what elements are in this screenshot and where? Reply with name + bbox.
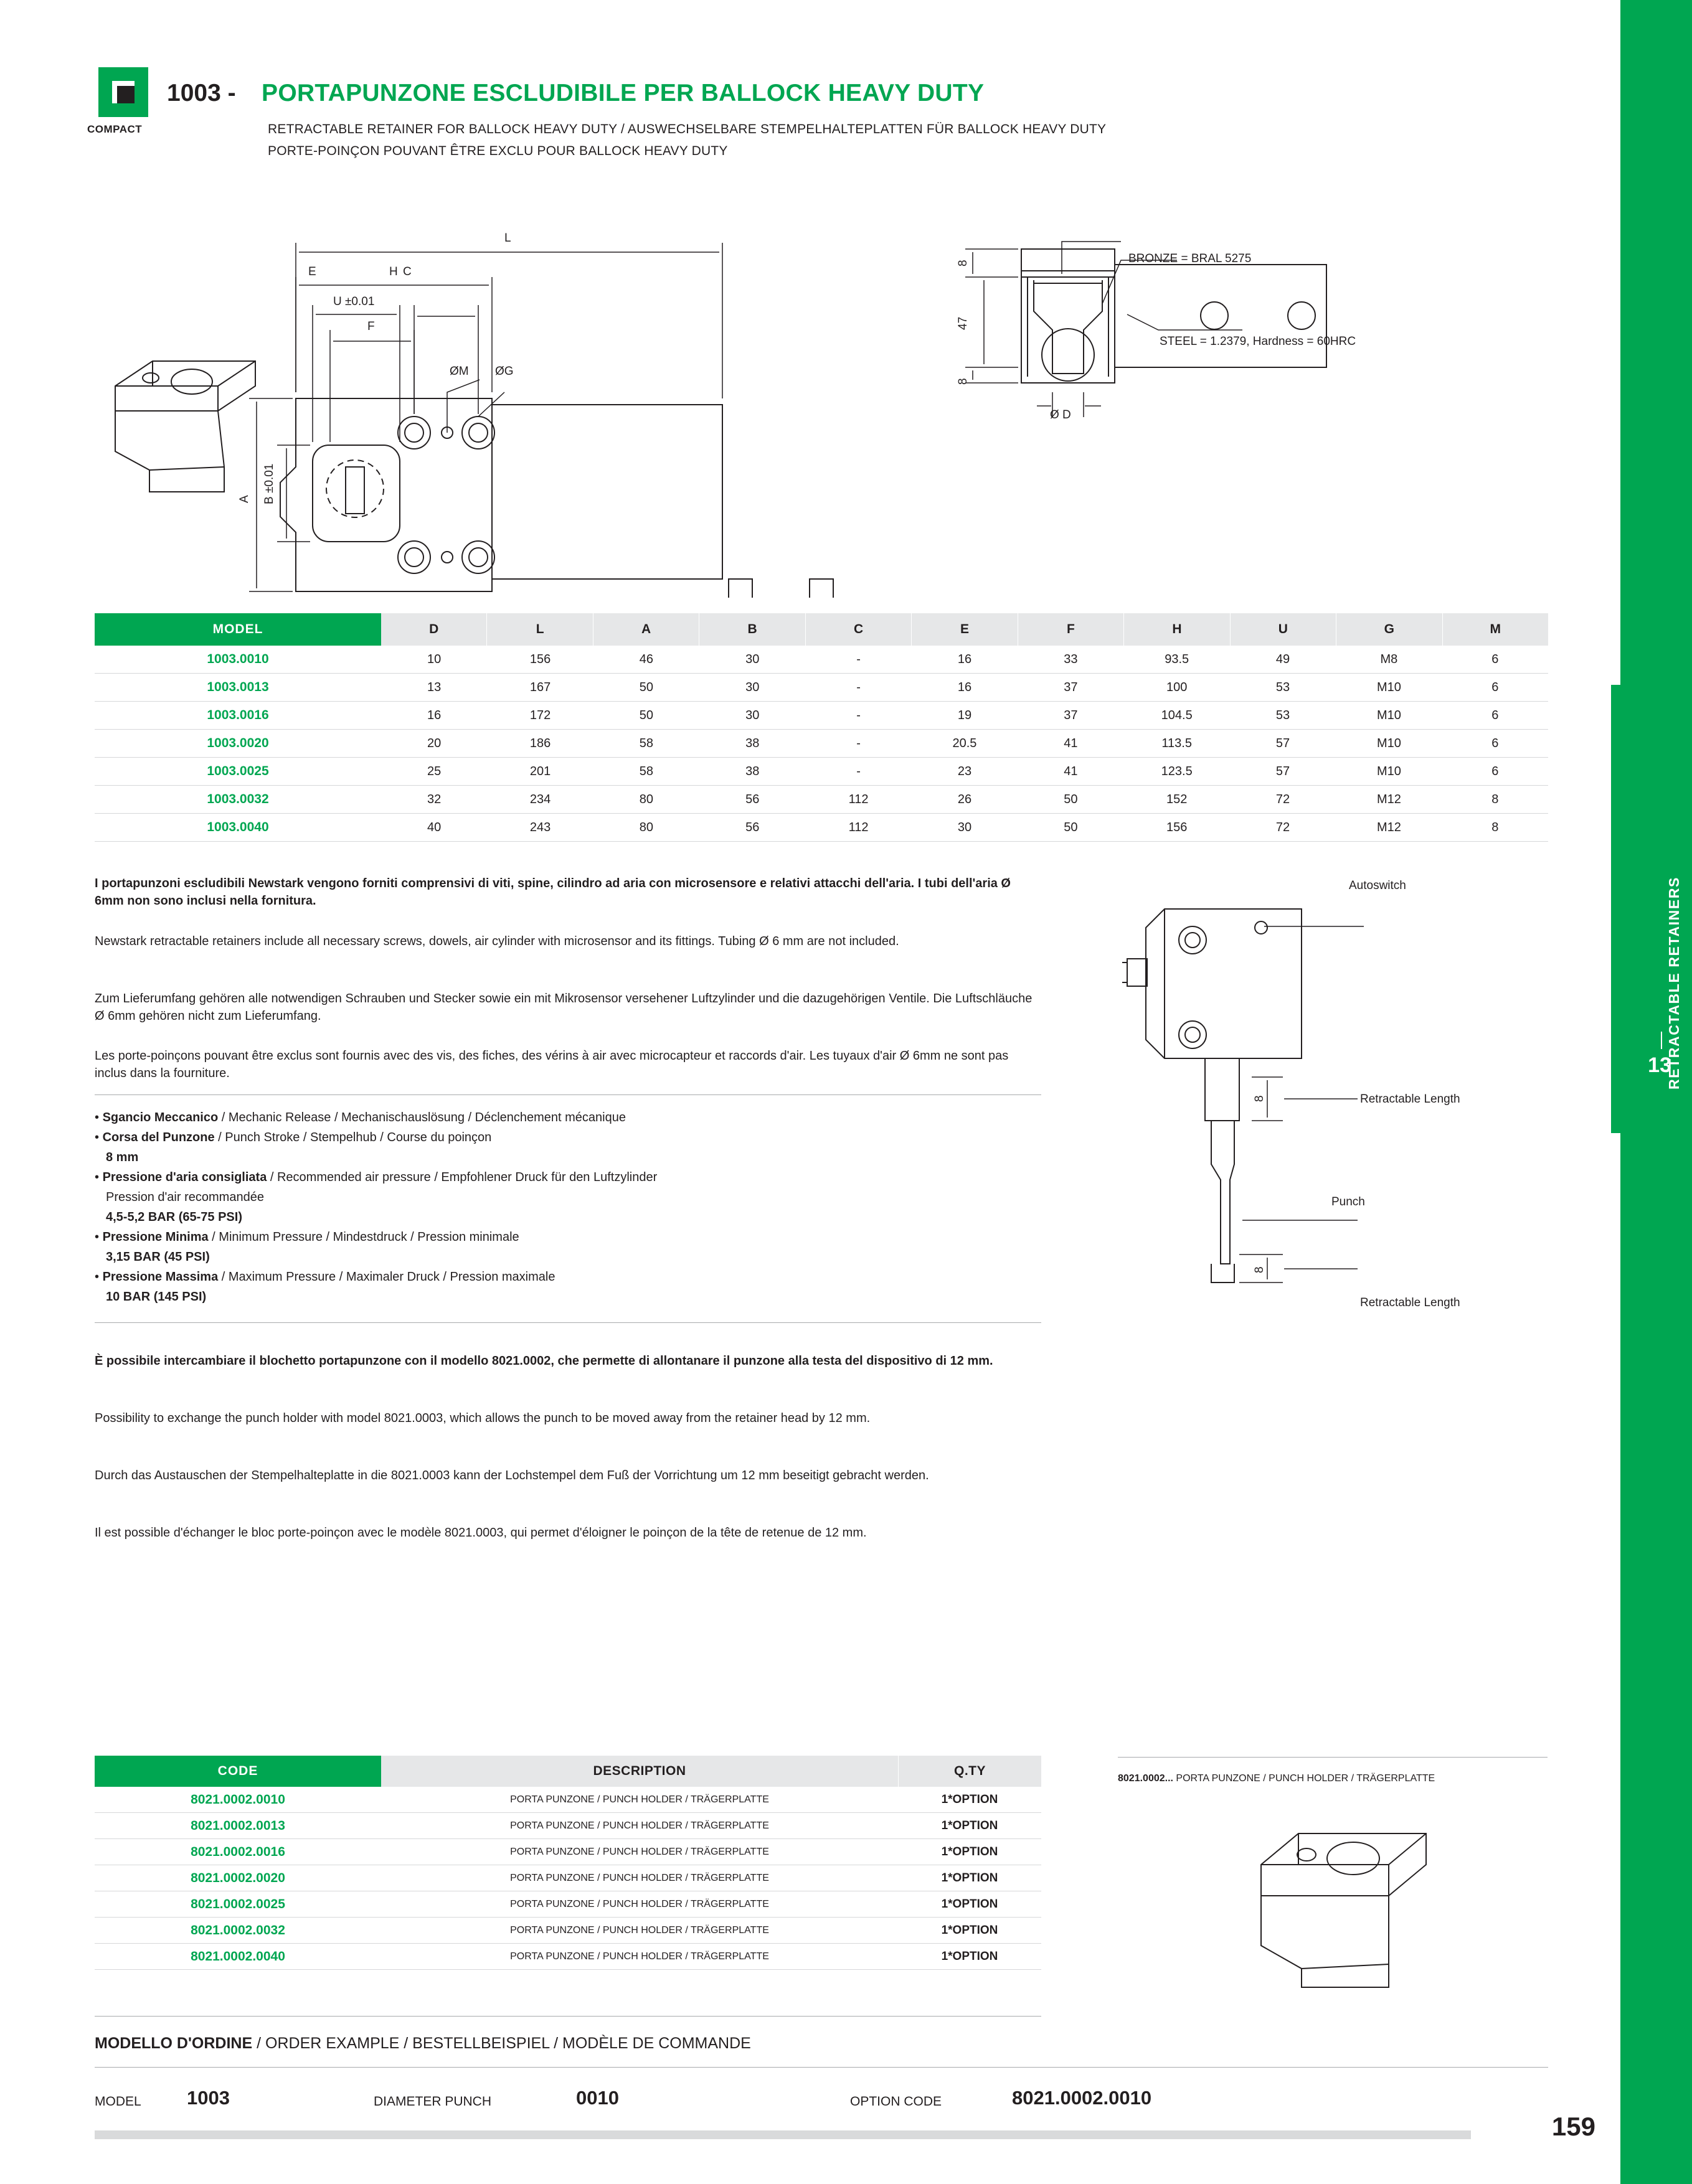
svg-text:8: 8 xyxy=(1253,1095,1266,1102)
cell-c: - xyxy=(856,736,861,750)
cell-f: 37 xyxy=(1064,680,1078,694)
option-description: PORTA PUNZONE / PUNCH HOLDER / TRÄGERPLATTE xyxy=(510,1924,769,1936)
exchange-german: Durch das Austauschen der Stempelhalteplatte in die 8021.0003 kann der Lochstempel dem Fuß der Vorrichtung um 12 mm beseitigt gebracht werden. xyxy=(95,1469,929,1482)
table-header-f: F xyxy=(1018,613,1124,646)
spec-item: • Sgancio Meccanico / Mechanic Release / Mechanischauslösung / Déclenchement mécanique xyxy=(95,1111,626,1124)
cell-u: 53 xyxy=(1275,680,1290,694)
table-row xyxy=(95,1944,1041,1970)
cell-l: 201 xyxy=(529,764,551,778)
table-header-model: MODEL xyxy=(95,613,381,646)
option-code: 8021.0002.0016 xyxy=(191,1844,285,1859)
cell-u: 49 xyxy=(1275,652,1290,666)
option-qty: 1*OPTION xyxy=(941,1845,998,1858)
exchange-italian: È possibile intercambiare il blochetto portapunzone con il modello 8021.0002, che permette di allontanare il punzone alla testa del dispositivo di 12 mm. xyxy=(95,1354,993,1368)
cell-d: 40 xyxy=(427,820,442,834)
option-code: 8021.0002.0010 xyxy=(191,1792,285,1807)
cell-a: 80 xyxy=(639,792,654,806)
table-row xyxy=(95,758,1548,786)
cell-m: 8 xyxy=(1491,792,1499,806)
order-diameter-label: DIAMETER PUNCH xyxy=(374,2094,492,2109)
svg-text:E: E xyxy=(308,265,316,278)
option-header-description: DESCRIPTION xyxy=(381,1756,899,1787)
svg-text:L: L xyxy=(504,232,511,245)
svg-text:ØM: ØM xyxy=(450,365,469,378)
option-code: 8021.0002.0013 xyxy=(191,1818,285,1833)
svg-text:A: A xyxy=(238,495,251,503)
cell-c: - xyxy=(856,680,861,694)
option-description: PORTA PUNZONE / PUNCH HOLDER / TRÄGERPLATTE xyxy=(510,1820,769,1831)
page-number: 159 xyxy=(1551,2112,1595,2141)
cell-c: 112 xyxy=(848,820,869,834)
table-header-c: C xyxy=(806,613,912,646)
table-header-e: E xyxy=(912,613,1018,646)
cell-u: 72 xyxy=(1275,820,1290,834)
option-description: PORTA PUNZONE / PUNCH HOLDER / TRÄGERPLATTE xyxy=(510,1951,769,1962)
spec-text: / Maximum Pressure / Maximaler Druck / Pression maximale xyxy=(218,1270,555,1284)
specs-list xyxy=(95,1108,1041,1307)
svg-text:8: 8 xyxy=(1253,1266,1266,1273)
order-option-label: OPTION CODE xyxy=(850,2094,942,2109)
cell-u: 57 xyxy=(1275,736,1290,750)
svg-text:8: 8 xyxy=(957,378,970,385)
order-divider-top xyxy=(95,2016,1041,2017)
cell-h: 156 xyxy=(1166,820,1188,834)
cell-c: - xyxy=(856,764,861,778)
cell-e: 26 xyxy=(957,792,972,806)
table-row xyxy=(95,814,1548,842)
option-header-code: CODE xyxy=(95,1756,381,1787)
cell-e: 19 xyxy=(957,708,972,722)
cell-model: 1003.0010 xyxy=(207,652,269,666)
cell-u: 53 xyxy=(1275,708,1290,722)
option-qty: 1*OPTION xyxy=(941,1949,998,1963)
svg-text:C: C xyxy=(403,265,412,278)
svg-text:ØG: ØG xyxy=(495,365,514,378)
cell-a: 46 xyxy=(639,652,654,666)
cell-e: 30 xyxy=(957,820,972,834)
table-row xyxy=(95,1839,1041,1865)
cell-model: 1003.0040 xyxy=(207,820,269,834)
order-example-title xyxy=(95,2035,751,2053)
spec-value: 8 mm xyxy=(106,1151,139,1164)
cell-a: 58 xyxy=(639,764,654,778)
table-header-u: U xyxy=(1231,613,1336,646)
cell-f: 41 xyxy=(1064,736,1078,750)
page-subtitle-1: RETRACTABLE RETAINER FOR BALLOCK HEAVY DUTY / AUSWECHSELBARE STEMPELHALTEPLATTEN FÜR BALLOCK HEAVY DUTY xyxy=(268,122,1107,136)
table-row xyxy=(95,702,1548,730)
technical-drawing-front xyxy=(93,205,996,598)
steel-callout: STEEL = 1.2379, Hardness = 60HRC xyxy=(1160,335,1356,348)
svg-text:47: 47 xyxy=(957,316,970,330)
note-english: Newstark retractable retainers include all necessary screws, dowels, air cylinder with microsensor and its fittings. Tubing Ø 6 mm are not included. xyxy=(95,934,899,948)
cell-b: 38 xyxy=(745,736,760,750)
spec-item: • Pressione Minima / Minimum Pressure / Mindestdruck / Pression minimale xyxy=(95,1230,519,1244)
table-row xyxy=(95,674,1548,702)
table-header-b: B xyxy=(699,613,805,646)
cell-d: 13 xyxy=(427,680,442,694)
compact-logo-icon xyxy=(98,67,148,117)
cell-g: M10 xyxy=(1376,708,1401,722)
table-row xyxy=(95,1918,1041,1944)
table-header-a: A xyxy=(593,613,699,646)
order-option-value: 8021.0002.0010 xyxy=(1012,2087,1152,2109)
cell-l: 234 xyxy=(529,792,551,806)
cell-d: 20 xyxy=(427,736,442,750)
table-header-h: H xyxy=(1124,613,1230,646)
cell-a: 50 xyxy=(639,680,654,694)
cell-f: 37 xyxy=(1064,708,1078,722)
chapter-number: 13 xyxy=(1648,1053,1671,1077)
chapter-label: RETRACTABLE RETAINERS xyxy=(1666,877,1682,1090)
table-header-d: D xyxy=(381,613,487,646)
option-caption xyxy=(1118,1773,1435,1784)
dimension-table xyxy=(95,613,1548,842)
cell-model: 1003.0025 xyxy=(207,764,269,778)
autoswitch-label: Autoswitch xyxy=(1349,879,1406,892)
table-row xyxy=(95,730,1548,758)
page-title: PORTAPUNZONE ESCLUDIBILE PER BALLOCK HEAVY DUTY xyxy=(262,80,985,106)
note-italian: I portapunzoni escludibili Newstark vengono forniti comprensivi di viti, spine, cilindro ad aria con microsensore e relativi attacchi dell'aria. I tubi dell'aria Ø 6mm non sono inclusi nella fornitura. xyxy=(95,877,1011,908)
cell-h: 100 xyxy=(1166,680,1188,694)
cell-a: 80 xyxy=(639,820,654,834)
note-german: Zum Lieferumfang gehören alle notwendigen Schrauben und Stecker sowie ein mit Mikrosensor versehener Luftzylinder und die dazugehörigen Ventile. Die Luftschläuche Ø 6mm gehören nicht zum Lieferumfang. xyxy=(95,992,1033,1024)
cell-m: 6 xyxy=(1491,764,1499,778)
table-row xyxy=(95,1787,1041,1813)
spec-item: • Pressione Massima / Maximum Pressure / Maximaler Druck / Pression maximale xyxy=(95,1270,555,1284)
option-description: PORTA PUNZONE / PUNCH HOLDER / TRÄGERPLATTE xyxy=(510,1794,769,1805)
option-description: PORTA PUNZONE / PUNCH HOLDER / TRÄGERPLATTE xyxy=(510,1898,769,1909)
cell-h: 113.5 xyxy=(1161,736,1192,750)
cell-model: 1003.0020 xyxy=(207,736,269,750)
cell-d: 10 xyxy=(427,652,442,666)
spec-value: 3,15 BAR (45 PSI) xyxy=(106,1250,210,1264)
option-divider xyxy=(1118,1757,1548,1758)
svg-text:H: H xyxy=(389,265,398,278)
callout-leaders xyxy=(1084,249,1345,374)
cell-model: 1003.0032 xyxy=(207,792,269,806)
option-code: 8021.0002.0032 xyxy=(191,1923,285,1937)
retractable-length-label-1: Retractable Length xyxy=(1360,1093,1460,1106)
cell-l: 186 xyxy=(529,736,551,750)
option-qty: 1*OPTION xyxy=(941,1871,998,1885)
cell-g: M12 xyxy=(1376,792,1401,806)
option-code: 8021.0002.0025 xyxy=(191,1896,285,1911)
cell-a: 50 xyxy=(639,708,654,722)
cell-c: - xyxy=(856,708,861,722)
cell-model: 1003.0013 xyxy=(207,680,269,694)
spec-subtext: Pression d'air recommandée xyxy=(106,1190,264,1204)
table-header-l: L xyxy=(487,613,593,646)
cell-b: 38 xyxy=(745,764,760,778)
option-description: PORTA PUNZONE / PUNCH HOLDER / TRÄGERPLATTE xyxy=(510,1846,769,1857)
cell-a: 58 xyxy=(639,736,654,750)
cell-m: 6 xyxy=(1491,652,1499,666)
cell-g: M10 xyxy=(1376,736,1401,750)
cell-c: - xyxy=(856,652,861,666)
cell-u: 57 xyxy=(1275,764,1290,778)
table-row xyxy=(95,1891,1041,1918)
logo-caption: COMPACT xyxy=(87,123,143,135)
cell-b: 56 xyxy=(745,792,760,806)
option-code: 8021.0002.0020 xyxy=(191,1870,285,1885)
order-title-rest: / ORDER EXAMPLE / BESTELLBEISPIEL / MODÈLE DE COMMANDE xyxy=(252,2035,751,2052)
cell-m: 6 xyxy=(1491,708,1499,722)
cell-f: 33 xyxy=(1064,652,1078,666)
spec-label: Corsa del Punzone xyxy=(102,1131,215,1144)
cell-d: 32 xyxy=(427,792,442,806)
cell-c: 112 xyxy=(848,792,869,806)
retractable-length-label-2: Retractable Length xyxy=(1360,1296,1460,1309)
order-title-bold: MODELLO D'ORDINE xyxy=(95,2035,253,2052)
spec-item: • Corsa del Punzone / Punch Stroke / Stempelhub / Course du poinçon xyxy=(95,1131,492,1144)
punch-label: Punch xyxy=(1331,1195,1365,1208)
cell-m: 6 xyxy=(1491,680,1499,694)
svg-text:Ø D: Ø D xyxy=(1050,408,1071,421)
order-model-label: MODEL xyxy=(95,2094,141,2109)
table-row xyxy=(95,646,1548,674)
option-table-header xyxy=(95,1756,1041,1787)
cell-h: 123.5 xyxy=(1161,764,1193,778)
spec-label: Pressione Massima xyxy=(102,1270,219,1284)
page-subtitle-2: PORTE-POINÇON POUVANT ÊTRE EXCLU POUR BALLOCK HEAVY DUTY xyxy=(268,144,728,158)
option-qty: 1*OPTION xyxy=(941,1792,998,1806)
divider-2 xyxy=(95,1322,1041,1323)
table-row xyxy=(95,1865,1041,1891)
cell-e: 16 xyxy=(957,680,972,694)
cell-e: 16 xyxy=(957,652,972,666)
punch-holder-drawing xyxy=(1242,1805,1479,1992)
cell-b: 30 xyxy=(745,708,760,722)
table-header-g: G xyxy=(1336,613,1442,646)
cell-h: 93.5 xyxy=(1165,652,1189,666)
spec-value: 4,5-5,2 BAR (65-75 PSI) xyxy=(106,1210,242,1224)
cell-b: 30 xyxy=(745,680,760,694)
bronze-callout: BRONZE = BRAL 5275 xyxy=(1128,252,1252,265)
cell-l: 167 xyxy=(529,680,551,694)
exchange-english: Possibility to exchange the punch holder with model 8021.0003, which allows the punch to be moved away from the retainer head by 12 mm. xyxy=(95,1411,871,1425)
svg-text:U ±0.01: U ±0.01 xyxy=(333,295,375,308)
spec-label: Pressione Minima xyxy=(102,1230,209,1244)
cell-e: 23 xyxy=(957,764,972,778)
cell-g: M12 xyxy=(1376,820,1401,834)
table-header-row xyxy=(95,613,1548,646)
cell-e: 20.5 xyxy=(952,736,977,750)
option-qty: 1*OPTION xyxy=(941,1897,998,1911)
product-code: 1003 - xyxy=(167,80,236,106)
table-row xyxy=(95,1813,1041,1839)
spec-text: / Punch Stroke / Stempelhub / Course du poinçon xyxy=(214,1131,492,1144)
table-header-m: M xyxy=(1443,613,1548,646)
cell-l: 243 xyxy=(529,820,551,834)
order-divider-bottom xyxy=(95,2067,1548,2068)
spec-value: 10 BAR (145 PSI) xyxy=(106,1290,207,1304)
cell-d: 16 xyxy=(427,708,442,722)
option-header-qty: Q.TY xyxy=(899,1756,1041,1787)
cell-f: 41 xyxy=(1064,764,1078,778)
cell-f: 50 xyxy=(1064,820,1078,834)
cell-m: 8 xyxy=(1491,820,1499,834)
cell-h: 104.5 xyxy=(1161,708,1193,722)
spec-label: Sgancio Meccanico xyxy=(102,1111,219,1124)
spec-text: / Minimum Pressure / Mindestdruck / Pression minimale xyxy=(208,1230,519,1244)
order-model-value: 1003 xyxy=(187,2087,230,2109)
cell-h: 152 xyxy=(1166,792,1188,806)
footer-bar xyxy=(95,2130,1471,2139)
option-caption-code: 8021.0002... xyxy=(1118,1773,1173,1784)
svg-text:F: F xyxy=(367,320,375,333)
cell-model: 1003.0016 xyxy=(207,708,269,722)
spec-label: Pressione d'aria consigliata xyxy=(102,1170,267,1184)
cell-g: M8 xyxy=(1380,652,1398,666)
option-code: 8021.0002.0040 xyxy=(191,1949,285,1964)
order-diameter-value: 0010 xyxy=(576,2087,619,2109)
spec-text: / Recommended air pressure / Empfohlener Druck für den Luftzylinder xyxy=(267,1170,658,1184)
svg-text:B ±0.01: B ±0.01 xyxy=(263,463,276,504)
cell-g: M10 xyxy=(1376,764,1401,778)
svg-text:8: 8 xyxy=(957,260,970,266)
cell-d: 25 xyxy=(427,764,442,778)
chapter-divider xyxy=(1661,1032,1662,1049)
cell-l: 172 xyxy=(529,708,551,722)
option-table xyxy=(95,1756,1041,1970)
table-row xyxy=(95,786,1548,814)
cell-g: M10 xyxy=(1376,680,1401,694)
cell-b: 30 xyxy=(745,652,760,666)
divider-1 xyxy=(95,1094,1041,1095)
note-french: Les porte-poinçons pouvant être exclus sont fournis avec des vis, des fiches, des vérins à air avec microcapteur et raccords d'air. Les tuyaux d'air Ø 6mm ne sont pas inclus dans la fourniture. xyxy=(95,1049,1009,1081)
option-qty: 1*OPTION xyxy=(941,1819,998,1832)
option-qty: 1*OPTION xyxy=(941,1923,998,1937)
cell-u: 72 xyxy=(1275,792,1290,806)
exchange-french: Il est possible d'échanger le bloc porte-poinçon avec le modèle 8021.0003, qui permet d'éloigner le poinçon de la tête de retenue de 12 mm. xyxy=(95,1526,867,1540)
cell-m: 6 xyxy=(1491,736,1499,750)
cell-l: 156 xyxy=(529,652,551,666)
option-description: PORTA PUNZONE / PUNCH HOLDER / TRÄGERPLATTE xyxy=(510,1872,769,1883)
spec-item: • Pressione d'aria consigliata / Recommended air pressure / Empfohlener Druck für den Luftzylinder xyxy=(95,1170,658,1184)
spec-text: / Mechanic Release / Mechanischauslösung / Déclenchement mécanique xyxy=(218,1111,626,1124)
cell-b: 56 xyxy=(745,820,760,834)
option-caption-text: PORTA PUNZONE / PUNCH HOLDER / TRÄGERPLATTE xyxy=(1173,1773,1435,1784)
cell-f: 50 xyxy=(1064,792,1078,806)
technical-drawing-cylinder xyxy=(1096,872,1607,1320)
